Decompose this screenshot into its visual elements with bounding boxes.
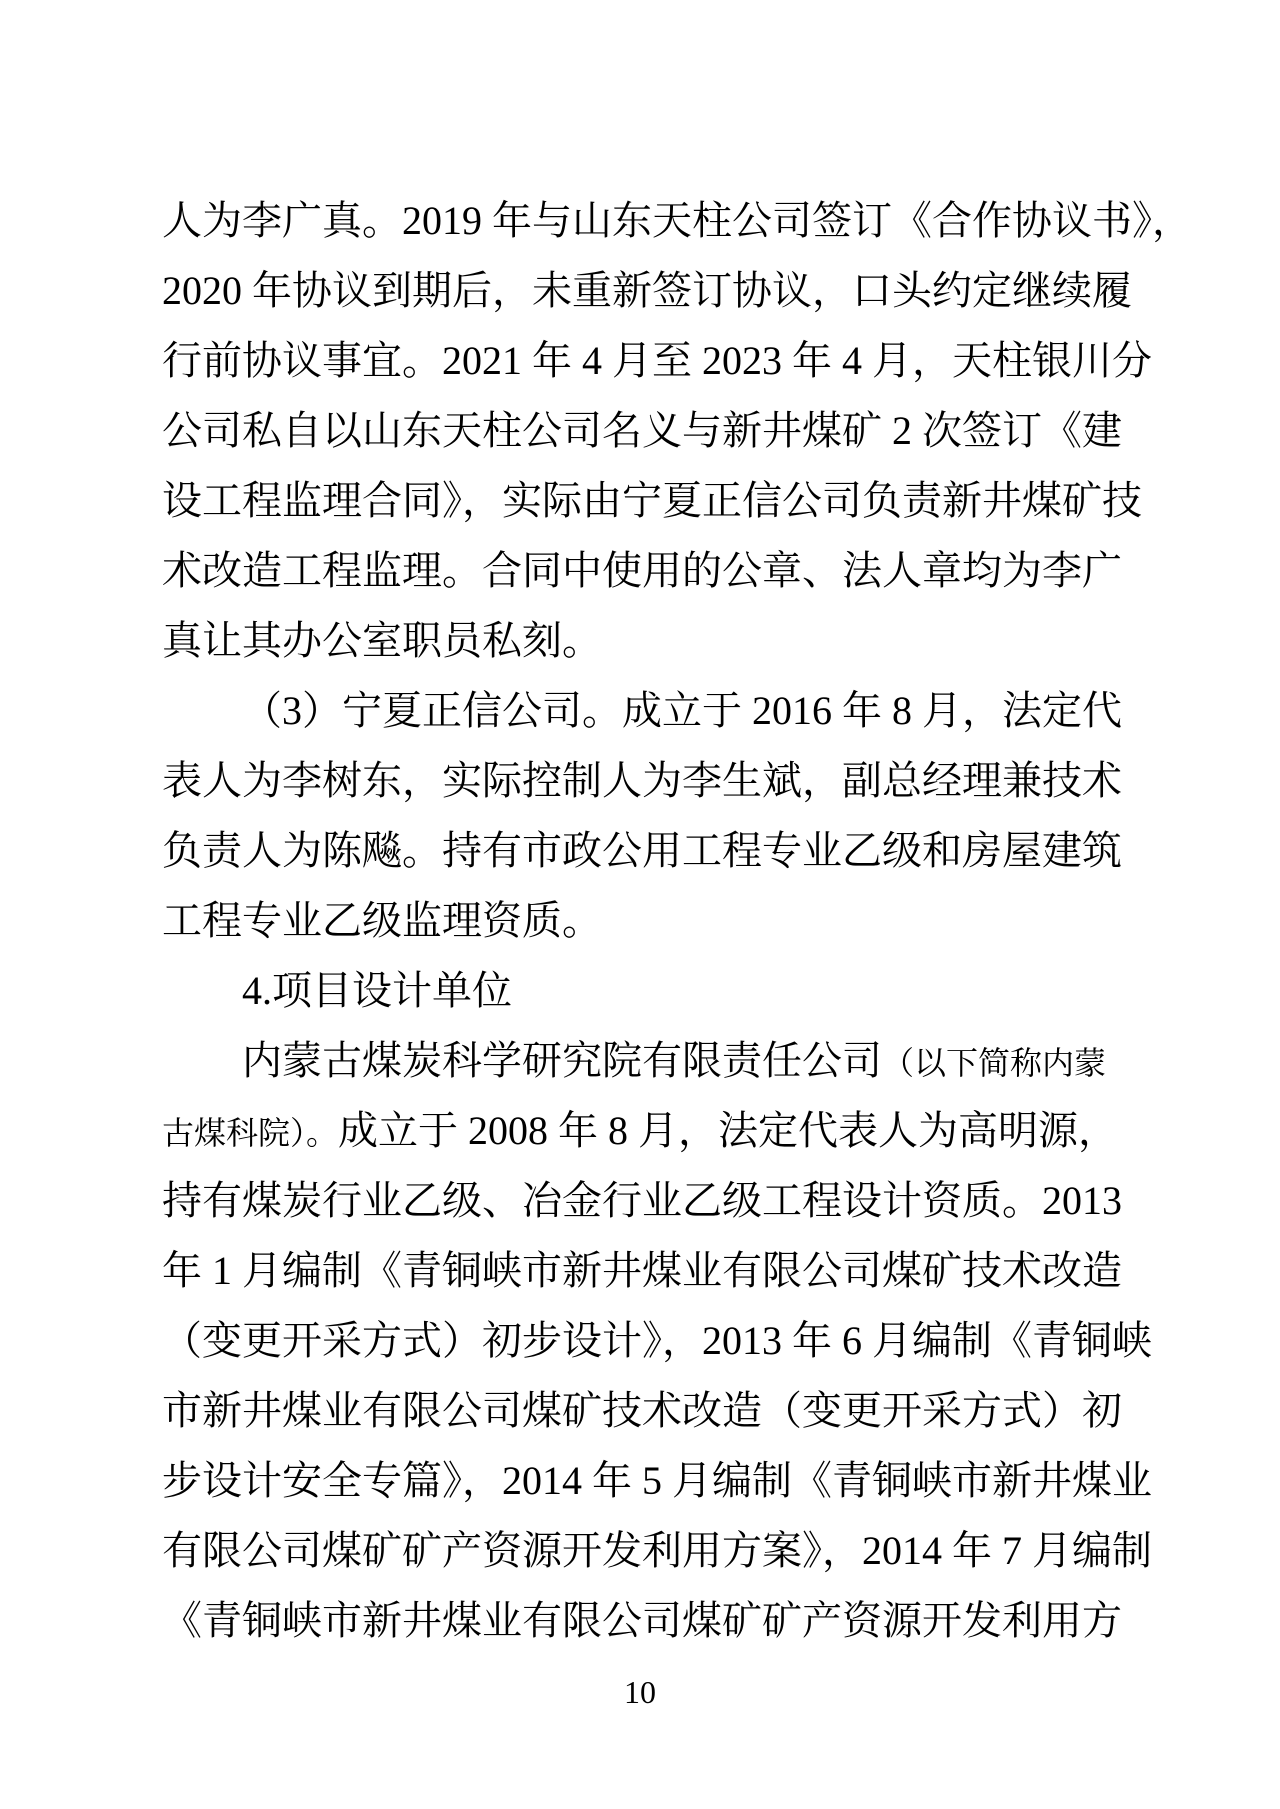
text-segment: （变更开采方式）初步设计》，2013 年 6 月编制《青铜峡: [162, 1318, 1152, 1363]
text-segment: 年 1 月编制《青铜峡市新井煤业有限公司煤矿技术改造: [162, 1248, 1122, 1293]
text-segment: 步设计安全专篇》，2014 年 5 月编制《青铜峡市新井煤业: [162, 1458, 1152, 1503]
text-line: [162, 1446, 1152, 1516]
text-line: [162, 816, 1128, 886]
text-segment: （以下简称内蒙: [882, 1045, 1107, 1081]
text-segment: 行前协议事宜。2021 年 4 月至 2023 年 4 月，天柱银川分: [162, 338, 1152, 383]
text-line: [162, 396, 1128, 466]
text-segment: 2020 年协议到期后，未重新签订协议，口头约定继续履: [162, 268, 1132, 313]
text-line: [162, 466, 1142, 536]
text-line: [162, 326, 1152, 396]
text-segment: 表人为李树东，实际控制人为李生斌，副总经理兼技术: [162, 758, 1122, 803]
text-line: [162, 1586, 1128, 1656]
text-line: [162, 746, 1128, 816]
text-segment: 成立于 2008 年 8 月，法定代表人为高明源，: [338, 1108, 1119, 1153]
text-line: [162, 1096, 1128, 1166]
text-line: [162, 536, 1128, 606]
text-segment: 负责人为陈飚。持有市政公用工程专业乙级和房屋建筑: [162, 828, 1122, 873]
text-segment: 真让其办公室职员私刻。: [162, 618, 602, 663]
text-line: [162, 186, 1192, 256]
text-segment: 工程专业乙级监理资质。: [162, 898, 602, 943]
text-segment: 市新井煤业有限公司煤矿技术改造（变更开采方式）初: [162, 1388, 1122, 1433]
text-line: [162, 1376, 1128, 1446]
text-segment: 古煤科院）。: [162, 1115, 339, 1151]
text-line: [162, 256, 1132, 326]
text-segment: 术改造工程监理。合同中使用的公章、法人章均为李广: [162, 548, 1122, 593]
text-line: [162, 606, 1128, 676]
text-segment: 持有煤炭行业乙级、冶金行业乙级工程设计资质。2013: [162, 1178, 1122, 1223]
text-line: [162, 886, 1128, 956]
text-line: [162, 1166, 1128, 1236]
text-segment: （3）宁夏正信公司。成立于 2016 年 8 月，法定代: [242, 688, 1122, 733]
text-line: [162, 1026, 1128, 1096]
text-segment: 人为李广真。2019 年与山东天柱公司签订《合作协议书》，: [162, 198, 1192, 243]
text-line: [162, 1236, 1128, 1306]
text-segment: 设工程监理合同》，实际由宁夏正信公司负责新井煤矿技: [162, 478, 1142, 523]
text-line: [162, 956, 1128, 1026]
text-line: [162, 1306, 1152, 1376]
text-segment: 内蒙古煤炭科学研究院有限责任公司: [242, 1038, 882, 1083]
text-segment: 有限公司煤矿矿产资源开发利用方案》，2014 年 7 月编制: [162, 1528, 1152, 1573]
text-line: [162, 1516, 1152, 1586]
text-line: [162, 676, 1128, 746]
text-segment: 4.项目设计单位: [242, 968, 512, 1013]
text-segment: 公司私自以山东天柱公司名义与新井煤矿 2 次签订《建: [162, 408, 1122, 453]
page-number: 10: [624, 1674, 656, 1710]
text-segment: 《青铜峡市新井煤业有限公司煤矿矿产资源开发利用方: [162, 1598, 1122, 1643]
body-text: [162, 186, 1192, 1656]
